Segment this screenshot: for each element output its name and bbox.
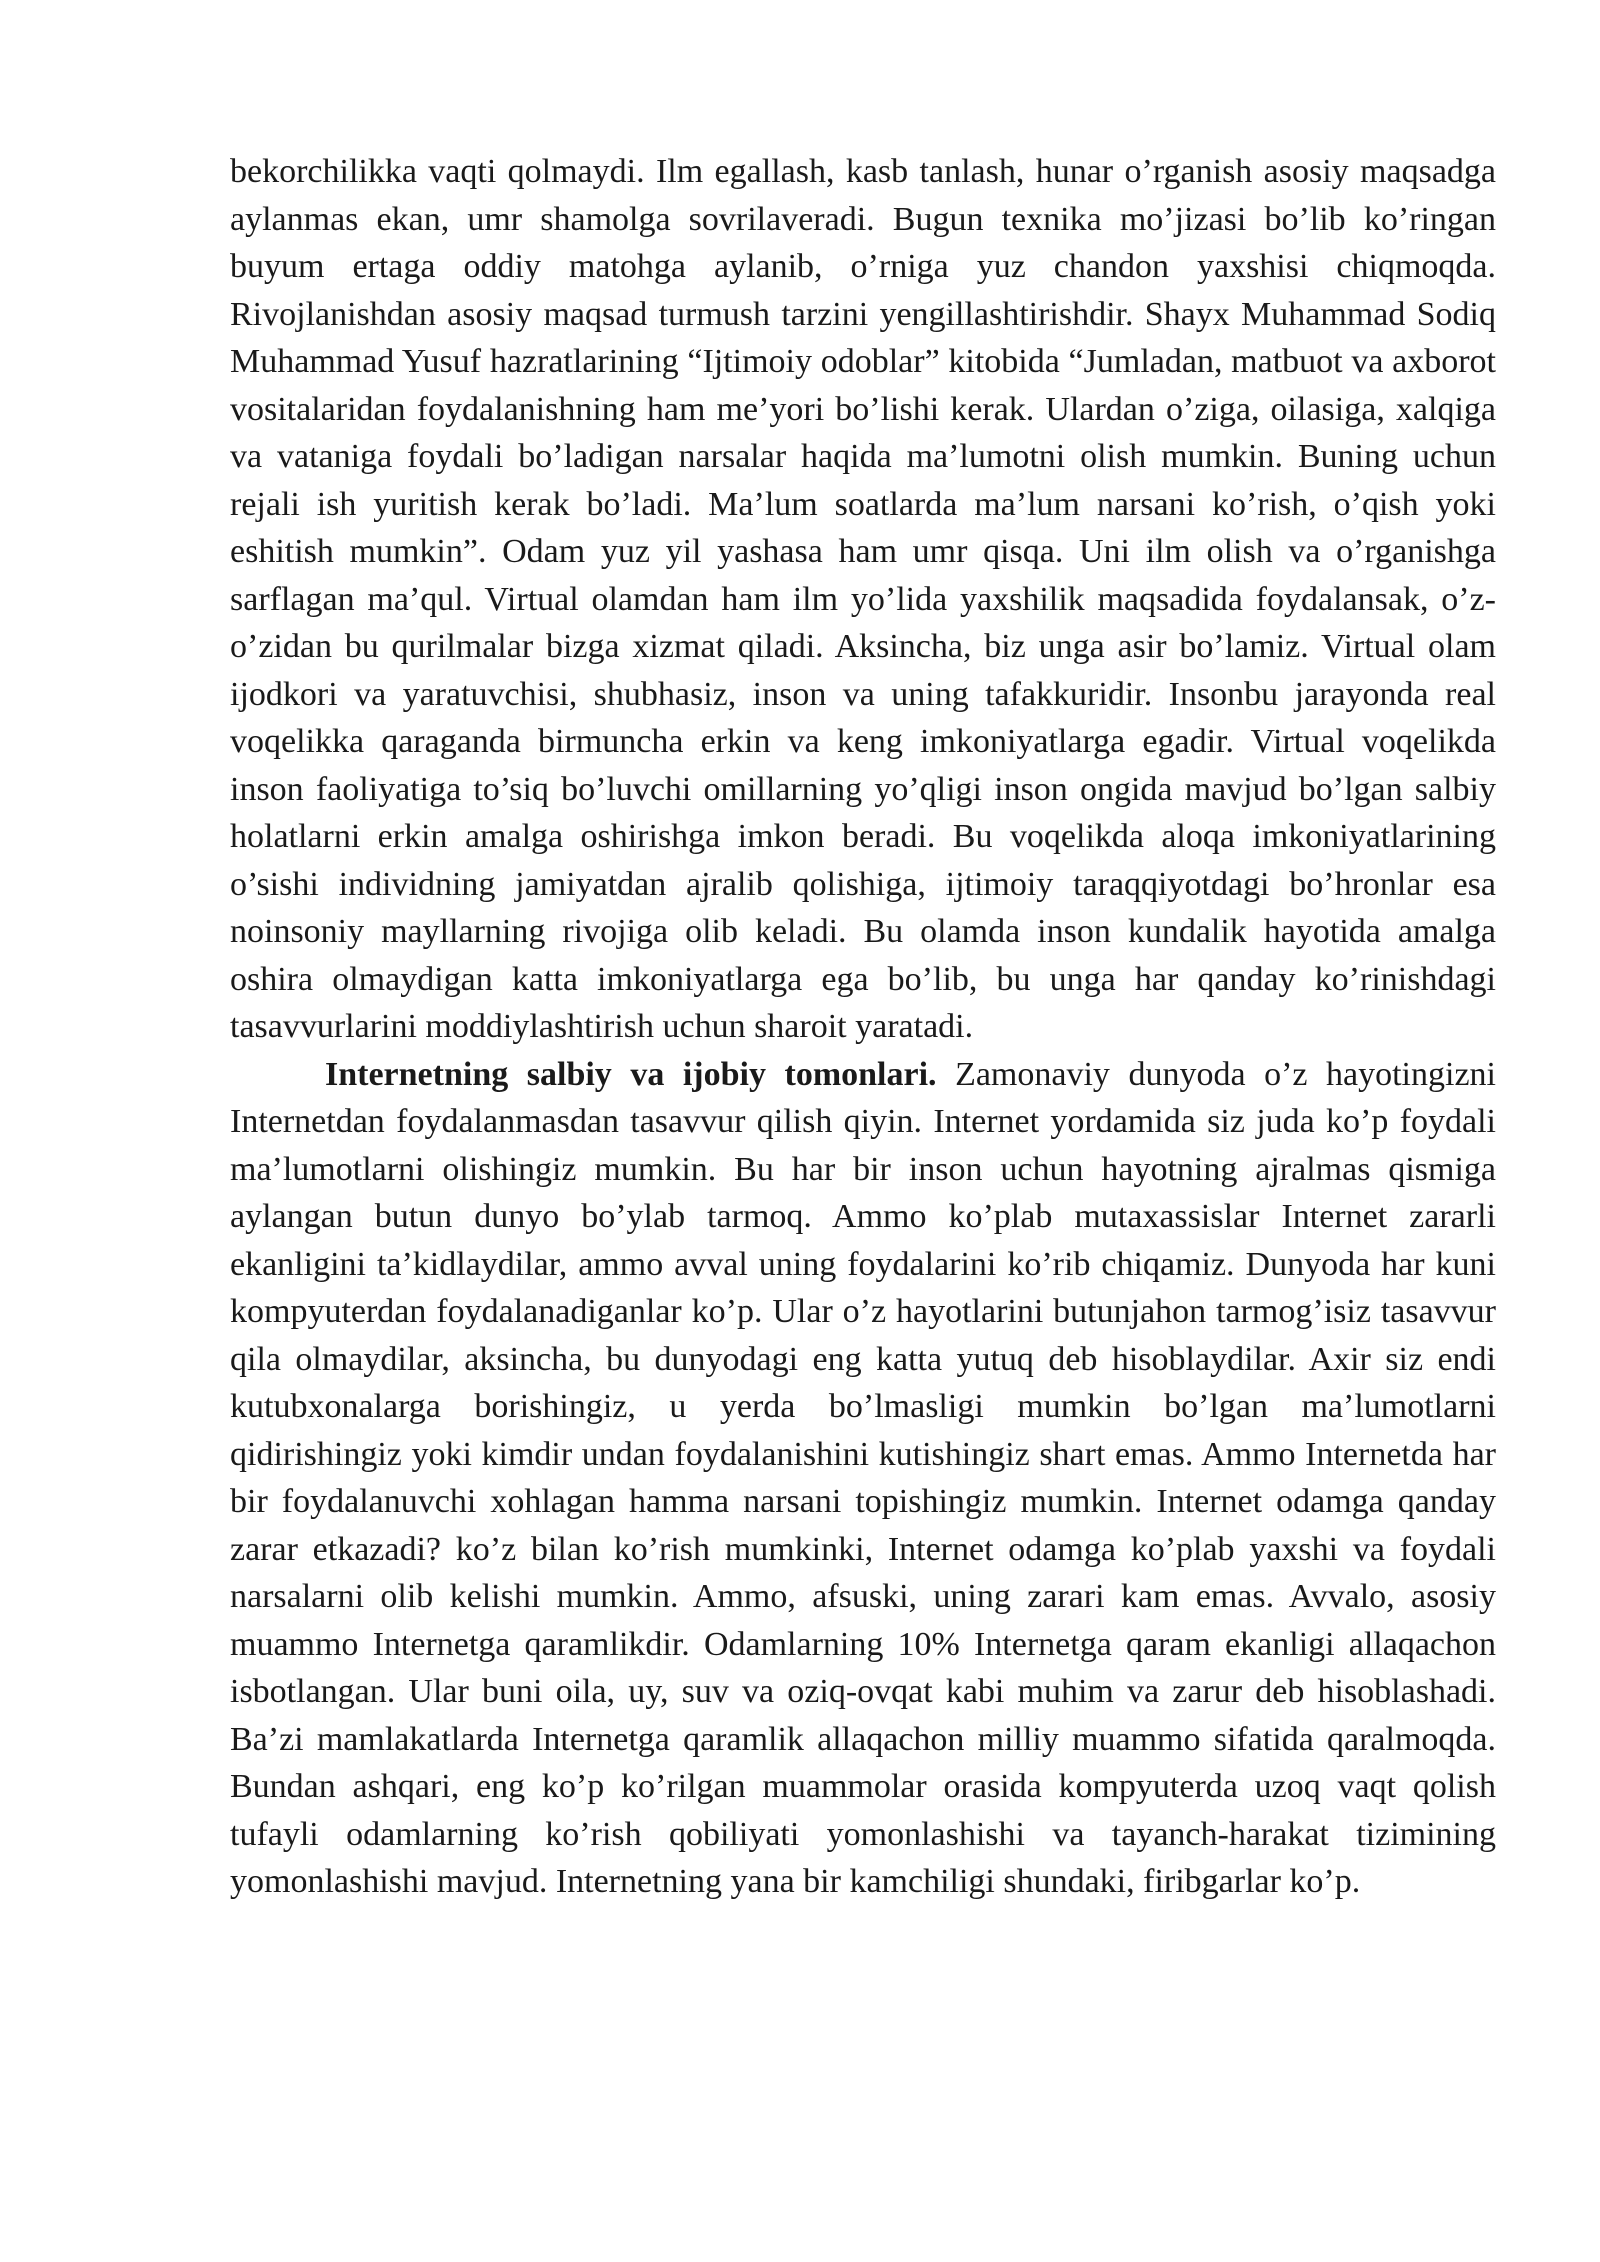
section-heading: Internetning salbiy va ijobiy tomonlari. <box>325 1055 937 1093</box>
paragraph-1: bekorchilikka vaqti qolmaydi. Ilm egallash, kasb tanlash, hunar o’rganish asosiy maqsadga aylanmas ekan, umr shamolga sovrilaveradi. Bugun texnika mo’jizasi bo’lib ko’ringan buyum ertaga oddiy matohga aylanib, o’rniga yuz chandon yaxshisi chiqmoqda. Rivojlanishdan asosiy maqsad turmush tarzini yengillashtirishdir. Shayx Muhammad Sodiq Muhammad Yusuf hazratlarining “Ijtimoiy odoblar” kitobida “Jumladan, matbuot va axborot vositalaridan foydalanishning ham me’yori bo’lishi kerak. Ulardan o’ziga, oilasiga, xalqiga va vataniga foydali bo’ladigan narsalar haqida ma’lumotni olish mumkin. Buning uchun rejali ish yuritish kerak bo’ladi. Ma’lum soatlarda ma’lum narsani ko’rish, o’qish yoki eshitish mumkin”. Odam yuz yil yashasa ham umr qisqa. Uni ilm olish va o’rganishga sarflagan ma’qul. Virtual olamdan ham ilm yo’lida yaxshilik maqsadida foydalansak, o’z-o’zidan bu qurilmalar bizga xizmat qiladi. Aksincha, biz unga asir bo’lamiz. Virtual olam ijodkori va yaratuvchisi, shubhasiz, inson va uning tafakkuridir. Insonbu jarayonda real voqelikka qaraganda birmuncha erkin va keng imkoniyatlarga egadir. Virtual voqelikda inson faoliyatiga to’siq bo’luvchi omillarning yo’qligi inson ongida mavjud bo’lgan salbiy holatlarni erkin amalga oshirishga imkon beradi. Bu voqelikda aloqa imkoniyatlarining o’sishi individning jamiyatdan ajralib qolishiga, ijtimoiy taraqqiyotdagi bo’hronlar esa noinsoniy mayllarning rivojiga olib keladi. Bu olamda inson kundalik hayotida amalga oshira olmaydigan katta imkoniyatlarga ega bo’lib, bu unga har qanday ko’rinishdagi tasavvurlarini moddiylashtirish uchun sharoit yaratadi. <box>230 153 1496 1045</box>
document-page <box>230 148 1496 1906</box>
paragraph-2-body: Zamonaviy dunyoda o’z hayotingizni Internetdan foydalanmasdan tasavvur qilish qiyin. Internet yordamida siz juda ko’p foydali ma’lumotlarni olishingiz mumkin. Bu har bir inson uchun hayotning ajralmas qismiga aylangan butun dunyo bo’ylab tarmoq. Ammo ko’plab mutaxassislar Internet zararli ekanligini ta’kidlaydilar, ammo avval uning foydalarini ko’rib chiqamiz. Dunyoda har kuni kompyuterdan foydalanadiganlar ko’p. Ular o’z hayotlarini butunjahon tarmog’isiz tasavvur qila olmaydilar, aksincha, bu dunyodagi eng katta yutuq deb hisoblaydilar. Axir siz endi kutubxonalarga borishingiz, u yerda bo’lmasligi mumkin bo’lgan ma’lumotlarni qidirishingiz yoki kimdir undan foydalanishini kutishingiz shart emas. Ammo Internetda har bir foydalanuvchi xohlagan hamma narsani topishingiz mumkin. Internet odamga qanday zarar etkazadi? ko’z bilan ko’rish mumkinki, Internet odamga ko’plab yaxshi va foydali narsalarni olib kelishi mumkin. Ammo, afsuski, uning zarari kam emas. Avvalo, asosiy muammo Internetga qaramlikdir. Odamlarning 10% Internetga qaram ekanligi allaqachon isbotlangan. Ular buni oila, uy, suv va oziq-ovqat kabi muhim va zarur deb hisoblashadi. Ba’zi mamlakatlarda Internetga qaramlik allaqachon milliy muammo sifatida qaralmoqda. Bundan ashqari, eng ko’p ko’rilgan muammolar orasida kompyuterda uzoq vaqt qolish tufayli odamlarning ko’rish qobiliyati yomonlashishi va tayanch-harakat tizimining yomonlashishi mavjud. Internetning yana bir kamchiligi shundaki, firibgarlar ko’p. <box>230 1055 1496 1900</box>
paragraph-2 <box>230 1051 1496 1906</box>
